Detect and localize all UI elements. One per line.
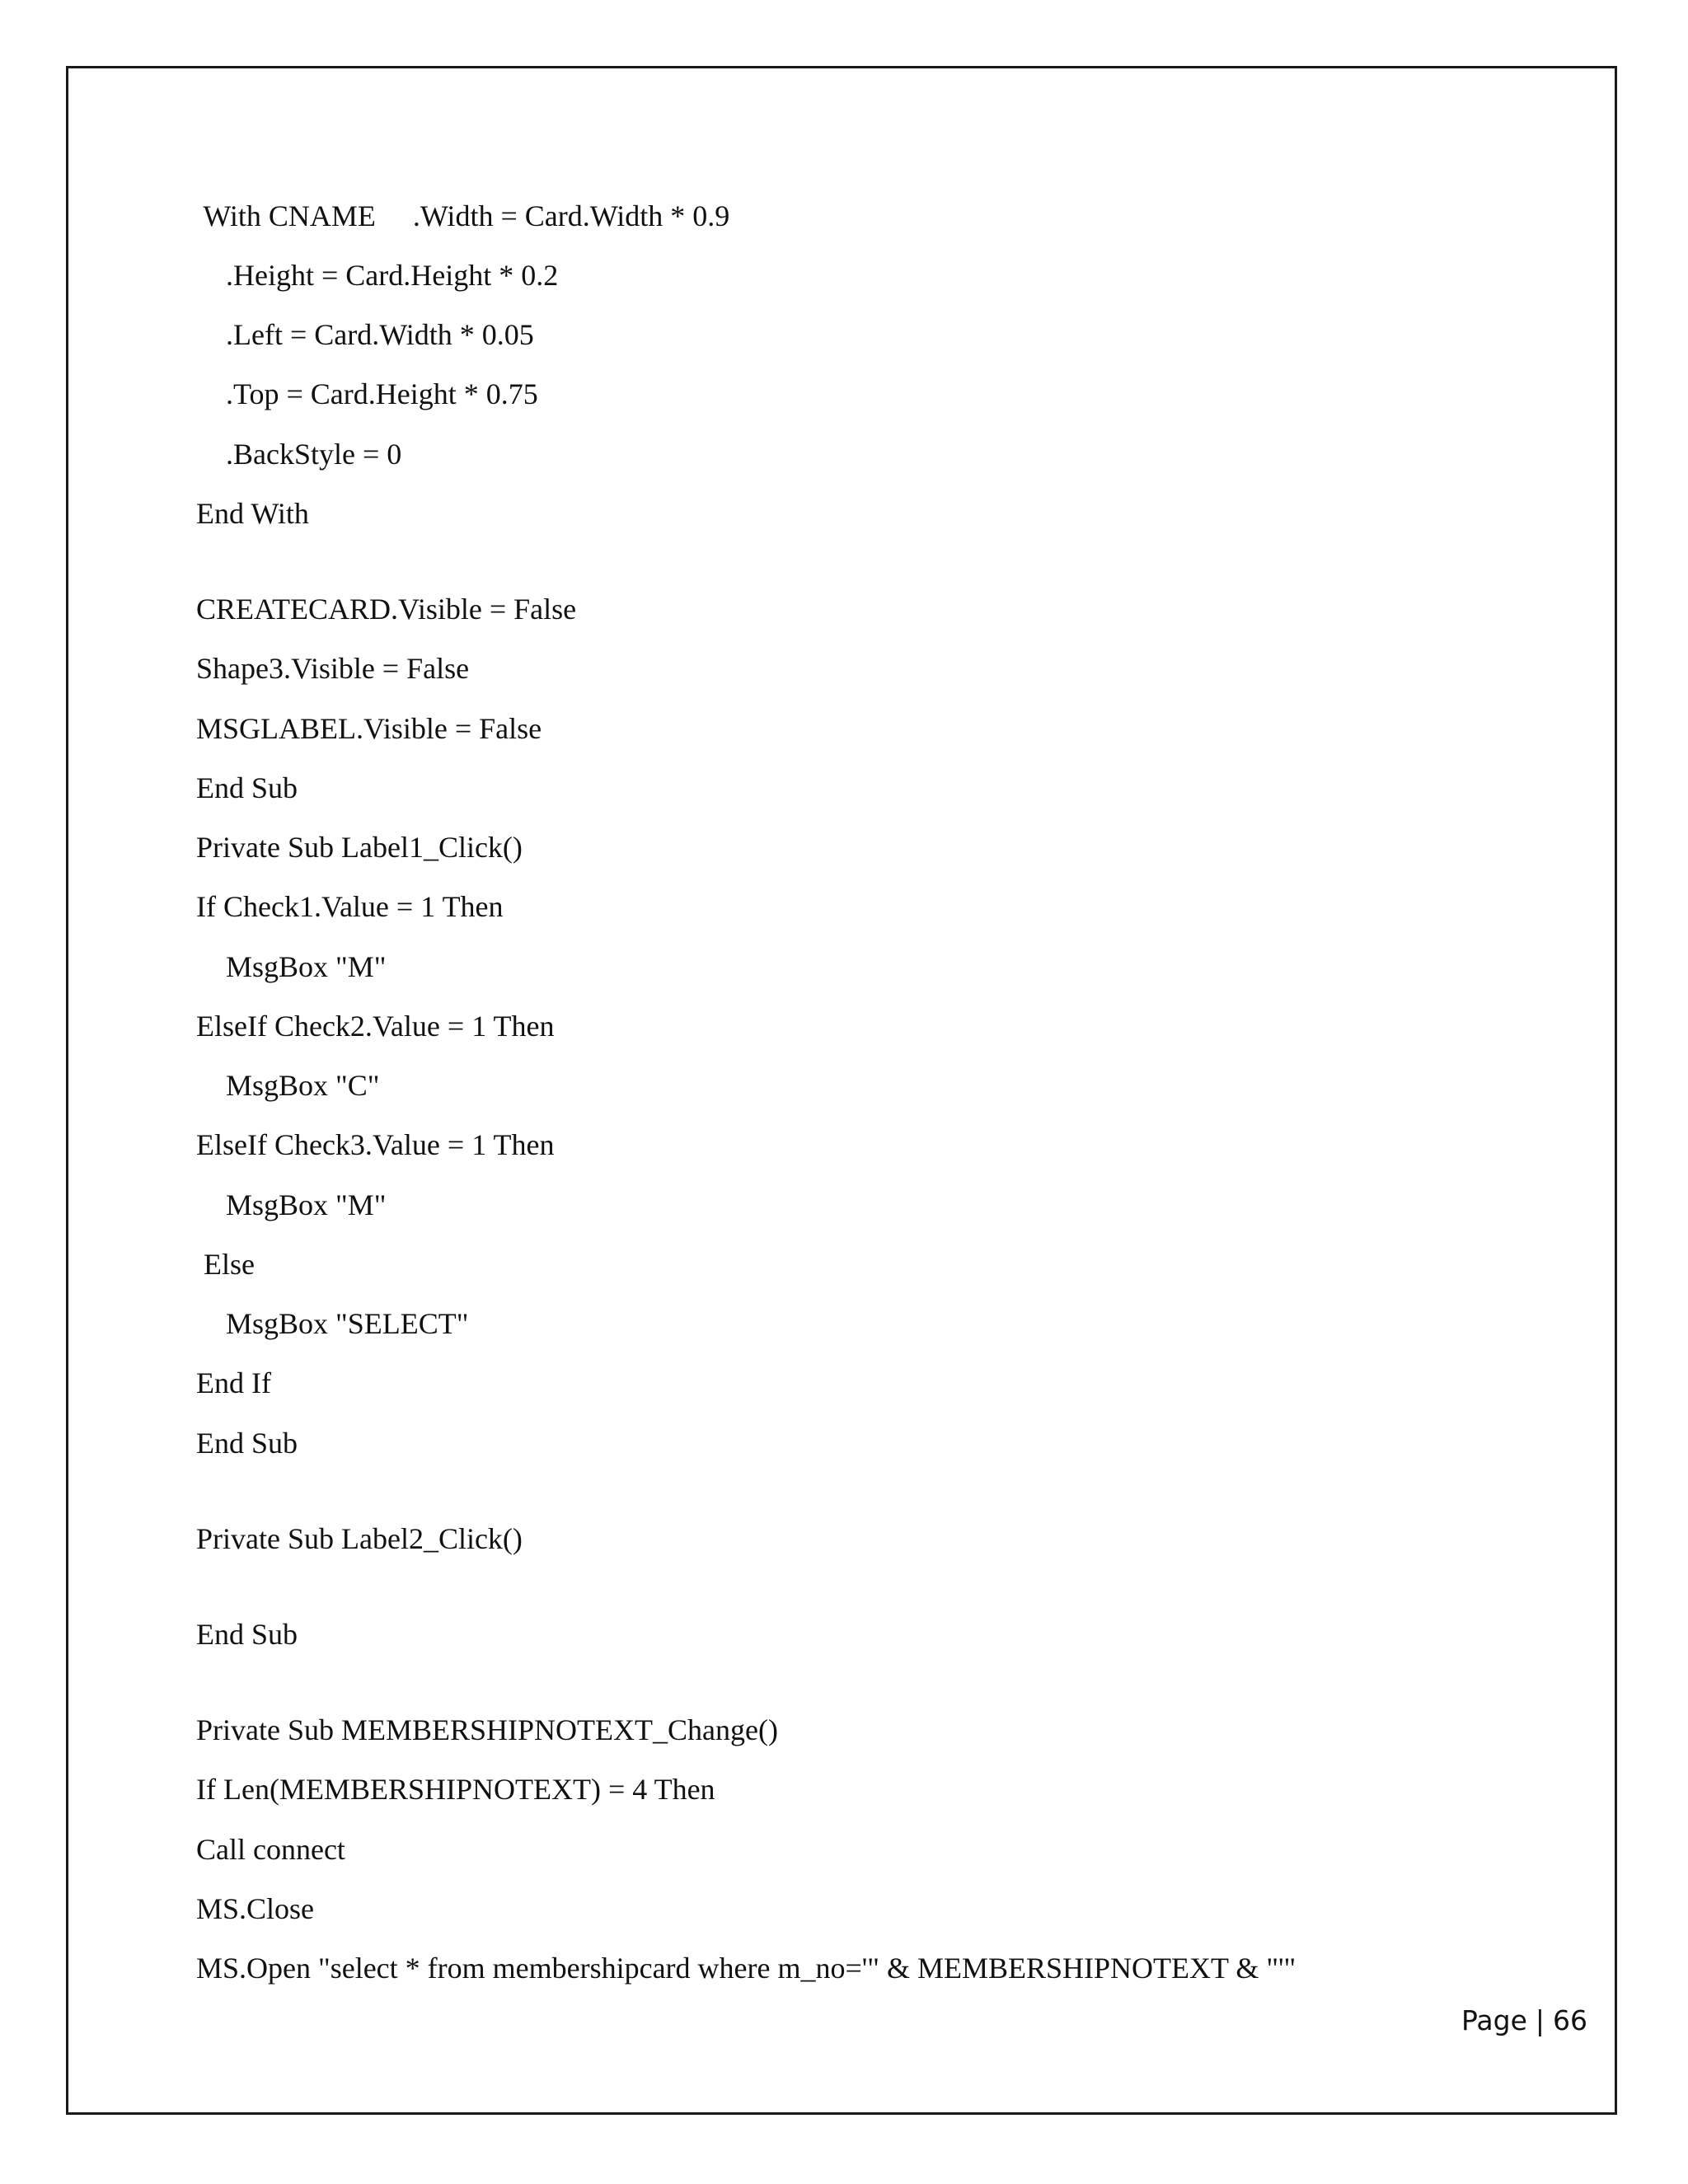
page-separator: |	[1535, 2004, 1545, 2036]
code-line: End Sub	[196, 1618, 298, 1651]
code-line: .Top = Card.Height * 0.75	[196, 377, 538, 410]
code-line: .Left = Card.Width * 0.05	[196, 318, 534, 351]
code-line: Private Sub Label2_Click()	[196, 1522, 523, 1555]
code-line: Shape3.Visible = False	[196, 652, 470, 685]
code-line: MSGLABEL.Visible = False	[196, 712, 542, 745]
page-number-footer	[1461, 2003, 1587, 2039]
code-line: MsgBox "C"	[196, 1069, 380, 1102]
code-line: Private Sub Label1_Click()	[196, 831, 523, 864]
code-line: .Height = Card.Height * 0.2	[196, 259, 559, 292]
code-line: Call connect	[196, 1833, 345, 1866]
code-line: Private Sub MEMBERSHIPNOTEXT_Change()	[196, 1713, 778, 1746]
code-line: If Len(MEMBERSHIPNOTEXT) = 4 Then	[196, 1773, 715, 1806]
code-line: End Sub	[196, 1427, 298, 1460]
code-line: ElseIf Check2.Value = 1 Then	[196, 1010, 555, 1043]
code-line: ElseIf Check3.Value = 1 Then	[196, 1128, 555, 1161]
code-line: .BackStyle = 0	[196, 438, 402, 471]
code-line: Else	[196, 1248, 255, 1281]
code-line: End With	[196, 497, 309, 530]
code-line: MsgBox "SELECT"	[196, 1307, 469, 1340]
code-line: MS.Close	[196, 1892, 315, 1925]
code-line: End Sub	[196, 771, 298, 804]
page-number: 66	[1553, 2004, 1587, 2036]
page-word: Page	[1461, 2004, 1527, 2036]
code-line: MsgBox "M"	[196, 950, 387, 983]
code-line: MS.Open "select * from membershipcard where m_no='" & MEMBERSHIPNOTEXT & "'"	[196, 1952, 1296, 1985]
code-line: If Check1.Value = 1 Then	[196, 890, 504, 923]
code-line: MsgBox "M"	[196, 1188, 387, 1221]
code-line: CREATECARD.Visible = False	[196, 593, 577, 626]
code-line: With CNAME .Width = Card.Width * 0.9	[196, 199, 730, 232]
code-line: End If	[196, 1366, 271, 1399]
